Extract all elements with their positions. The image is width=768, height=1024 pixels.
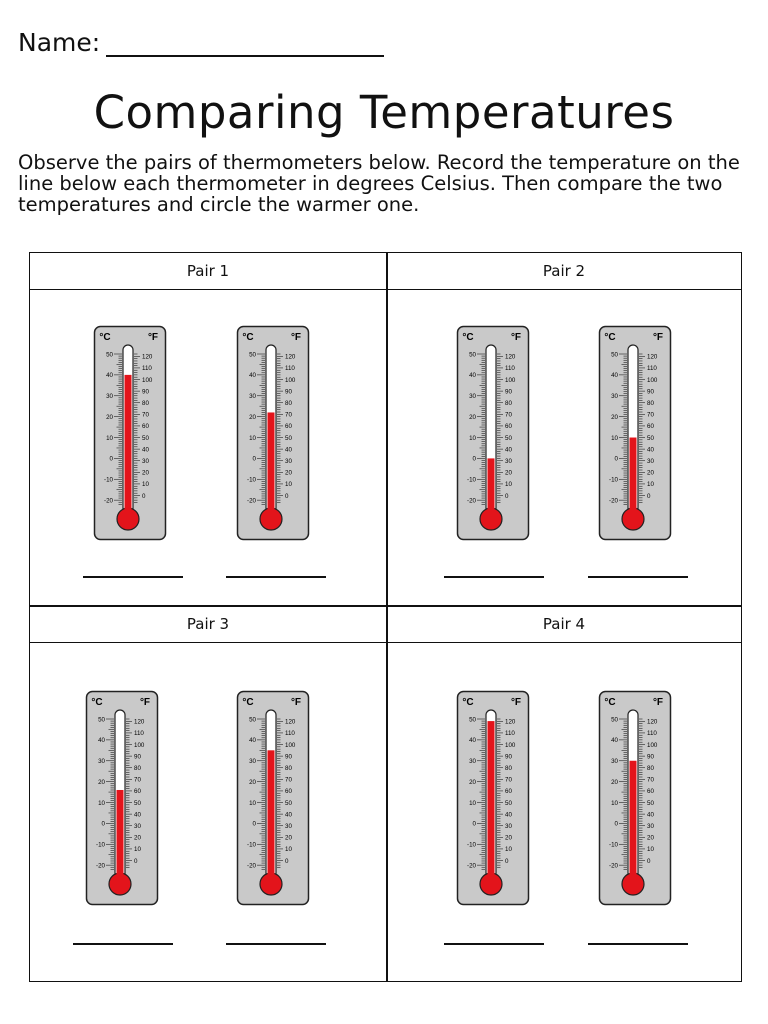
fahrenheit-tick-label: 110 — [505, 365, 515, 373]
thermometer — [598, 690, 672, 906]
fahrenheit-tick-label: 0 — [647, 857, 651, 865]
fahrenheit-tick-label: 60 — [142, 423, 149, 431]
answer-line[interactable] — [444, 943, 544, 945]
celsius-tick-label: 0 — [101, 820, 105, 828]
fahrenheit-tick-label: 90 — [285, 753, 292, 761]
fahrenheit-tick-label: 70 — [134, 776, 141, 784]
fahrenheit-tick-label: 0 — [285, 492, 289, 500]
celsius-tick-label: -20 — [609, 862, 618, 870]
fahrenheit-tick-label: 0 — [285, 857, 289, 865]
fahrenheit-tick-label: 110 — [134, 730, 144, 738]
fahrenheit-tick-label: 50 — [505, 434, 512, 442]
fahrenheit-tick-label: 120 — [647, 718, 658, 726]
celsius-unit-label: °C — [99, 332, 111, 343]
fahrenheit-tick-label: 40 — [647, 811, 654, 819]
celsius-tick-label: 40 — [249, 737, 256, 745]
celsius-tick-label: -10 — [247, 476, 256, 484]
fahrenheit-tick-label: 100 — [505, 376, 516, 384]
celsius-tick-label: 10 — [249, 799, 256, 807]
celsius-tick-label: 20 — [469, 778, 476, 786]
celsius-tick-label: 50 — [249, 716, 256, 724]
fahrenheit-tick-label: 60 — [505, 423, 512, 431]
fahrenheit-tick-label: 10 — [285, 846, 292, 854]
celsius-tick-label: -20 — [96, 862, 105, 870]
fahrenheit-tick-label: 60 — [285, 423, 292, 431]
celsius-tick-label: 0 — [472, 455, 476, 463]
name-field[interactable] — [18, 28, 384, 57]
fahrenheit-tick-label: 30 — [285, 823, 292, 831]
fahrenheit-tick-label: 80 — [505, 765, 512, 773]
celsius-tick-label: 10 — [469, 799, 476, 807]
fahrenheit-tick-label: 10 — [505, 481, 512, 489]
fahrenheit-tick-label: 120 — [134, 718, 145, 726]
fahrenheit-tick-label: 50 — [134, 799, 141, 807]
fahrenheit-tick-label: 120 — [142, 353, 153, 361]
celsius-tick-label: 40 — [611, 737, 618, 745]
fahrenheit-tick-label: 50 — [142, 434, 149, 442]
fahrenheit-tick-label: 90 — [505, 388, 512, 396]
fahrenheit-tick-label: 20 — [285, 469, 292, 477]
fahrenheit-tick-label: 50 — [647, 434, 654, 442]
fahrenheit-tick-label: 110 — [505, 730, 515, 738]
fahrenheit-tick-label: 80 — [142, 400, 149, 408]
fahrenheit-tick-label: 30 — [647, 458, 654, 466]
fahrenheit-unit-label: °F — [510, 332, 522, 343]
fahrenheit-tick-label: 80 — [647, 765, 654, 773]
fahrenheit-tick-label: 60 — [505, 788, 512, 796]
celsius-unit-label: °C — [242, 697, 254, 708]
celsius-tick-label: 20 — [611, 778, 618, 786]
celsius-unit-label: °C — [462, 332, 474, 343]
pair-4-panel — [387, 643, 741, 981]
pair-1-panel — [30, 290, 386, 605]
fahrenheit-tick-label: 110 — [285, 730, 295, 738]
thermometer — [236, 690, 310, 906]
fahrenheit-tick-label: 20 — [505, 469, 512, 477]
fahrenheit-tick-label: 0 — [505, 857, 509, 865]
fahrenheit-tick-label: 110 — [647, 365, 657, 373]
fahrenheit-tick-label: 70 — [505, 776, 512, 784]
celsius-tick-label: 40 — [469, 737, 476, 745]
fahrenheit-tick-label: 10 — [647, 846, 654, 854]
celsius-unit-label: °C — [242, 332, 254, 343]
celsius-tick-label: -10 — [609, 476, 618, 484]
fahrenheit-tick-label: 80 — [134, 765, 141, 773]
fahrenheit-tick-label: 10 — [647, 481, 654, 489]
fahrenheit-tick-label: 90 — [285, 388, 292, 396]
celsius-tick-label: 20 — [469, 413, 476, 421]
fahrenheit-tick-label: 10 — [142, 481, 149, 489]
celsius-tick-label: 50 — [249, 351, 256, 359]
celsius-tick-label: 50 — [98, 716, 105, 724]
fahrenheit-tick-label: 110 — [142, 365, 152, 373]
pair-label: Pair 4 — [542, 615, 586, 633]
celsius-tick-label: 10 — [249, 434, 256, 442]
fahrenheit-tick-label: 100 — [142, 376, 153, 384]
fahrenheit-tick-label: 100 — [285, 741, 296, 749]
fahrenheit-tick-label: 20 — [134, 834, 141, 842]
fahrenheit-tick-label: 40 — [505, 446, 512, 454]
pair-1-header — [30, 253, 386, 290]
celsius-tick-label: -20 — [467, 497, 476, 505]
celsius-tick-label: -20 — [247, 497, 256, 505]
worksheet-title: Comparing Temperatures — [93, 86, 675, 139]
pair-2-header — [387, 253, 741, 290]
bulb-neck — [125, 503, 132, 515]
thermometer — [456, 325, 530, 541]
answer-line[interactable] — [226, 943, 326, 945]
fahrenheit-tick-label: 40 — [285, 446, 292, 454]
pair-3-panel — [30, 643, 386, 981]
pair-3-header — [30, 606, 386, 643]
fahrenheit-tick-label: 10 — [285, 481, 292, 489]
fahrenheit-tick-label: 60 — [647, 423, 654, 431]
fahrenheit-tick-label: 10 — [134, 846, 141, 854]
pair-2-panel — [387, 290, 741, 605]
celsius-tick-label: 10 — [98, 799, 105, 807]
celsius-tick-label: 30 — [98, 758, 105, 766]
celsius-tick-label: 10 — [611, 799, 618, 807]
fahrenheit-tick-label: 40 — [142, 446, 149, 454]
thermometer — [93, 325, 167, 541]
fahrenheit-tick-label: 90 — [647, 388, 654, 396]
fahrenheit-tick-label: 20 — [647, 834, 654, 842]
fahrenheit-tick-label: 0 — [134, 857, 138, 865]
fahrenheit-tick-label: 50 — [285, 434, 292, 442]
fahrenheit-tick-label: 70 — [142, 411, 149, 419]
fahrenheit-tick-label: 30 — [285, 458, 292, 466]
fahrenheit-tick-label: 40 — [505, 811, 512, 819]
celsius-tick-label: 30 — [611, 758, 618, 766]
answer-line[interactable] — [588, 576, 688, 578]
bulb-neck — [488, 868, 495, 880]
celsius-tick-label: 20 — [106, 413, 113, 421]
fahrenheit-tick-label: 100 — [647, 741, 658, 749]
celsius-tick-label: 30 — [611, 393, 618, 401]
celsius-tick-label: -10 — [104, 476, 113, 484]
fahrenheit-unit-label: °F — [652, 697, 664, 708]
fahrenheit-tick-label: 100 — [134, 741, 145, 749]
bulb-neck — [630, 868, 637, 880]
celsius-tick-label: 20 — [249, 778, 256, 786]
celsius-tick-label: 50 — [611, 716, 618, 724]
celsius-tick-label: 30 — [106, 393, 113, 401]
mercury-column — [630, 761, 637, 882]
thermometer-grid — [29, 252, 742, 982]
celsius-tick-label: 40 — [249, 372, 256, 380]
fahrenheit-unit-label: °F — [290, 332, 302, 343]
fahrenheit-tick-label: 20 — [142, 469, 149, 477]
celsius-tick-label: 50 — [469, 716, 476, 724]
fahrenheit-tick-label: 120 — [505, 353, 516, 361]
celsius-tick-label: 30 — [469, 393, 476, 401]
fahrenheit-tick-label: 50 — [285, 799, 292, 807]
instructions-text: Observe the pairs of thermometers below. Record the temperature on the line below each thermometer in degrees Celsius. Then compare the two temperatures and circle the warmer one. — [18, 151, 740, 216]
fahrenheit-tick-label: 30 — [134, 823, 141, 831]
celsius-tick-label: 0 — [252, 455, 256, 463]
celsius-tick-label: 30 — [249, 758, 256, 766]
name-label: Name: — [18, 28, 101, 57]
fahrenheit-tick-label: 110 — [285, 365, 295, 373]
fahrenheit-tick-label: 90 — [142, 388, 149, 396]
fahrenheit-tick-label: 100 — [505, 741, 516, 749]
celsius-tick-label: 50 — [469, 351, 476, 359]
celsius-tick-label: 50 — [611, 351, 618, 359]
bulb-neck — [488, 503, 495, 515]
pair-label: Pair 1 — [186, 262, 230, 280]
fahrenheit-tick-label: 40 — [647, 446, 654, 454]
name-blank-line[interactable] — [106, 31, 384, 57]
fahrenheit-tick-label: 80 — [647, 400, 654, 408]
celsius-tick-label: 40 — [106, 372, 113, 380]
celsius-tick-label: 0 — [472, 820, 476, 828]
fahrenheit-tick-label: 90 — [134, 753, 141, 761]
celsius-tick-label: 0 — [614, 455, 618, 463]
celsius-tick-label: -10 — [467, 476, 476, 484]
pair-4-header — [387, 606, 741, 643]
bulb-neck — [630, 503, 637, 515]
fahrenheit-tick-label: 30 — [142, 458, 149, 466]
fahrenheit-tick-label: 70 — [505, 411, 512, 419]
fahrenheit-tick-label: 30 — [505, 823, 512, 831]
thermometer — [598, 325, 672, 541]
thermometer — [85, 690, 159, 906]
fahrenheit-tick-label: 120 — [647, 353, 658, 361]
fahrenheit-unit-label: °F — [139, 697, 151, 708]
celsius-tick-label: 30 — [469, 758, 476, 766]
fahrenheit-tick-label: 10 — [505, 846, 512, 854]
celsius-tick-label: 0 — [252, 820, 256, 828]
answer-line[interactable] — [444, 576, 544, 578]
fahrenheit-tick-label: 80 — [505, 400, 512, 408]
fahrenheit-tick-label: 50 — [647, 799, 654, 807]
celsius-tick-label: -20 — [467, 862, 476, 870]
fahrenheit-tick-label: 60 — [285, 788, 292, 796]
fahrenheit-tick-label: 0 — [505, 492, 509, 500]
fahrenheit-tick-label: 0 — [647, 492, 651, 500]
mercury-column — [268, 750, 275, 882]
celsius-tick-label: 10 — [469, 434, 476, 442]
fahrenheit-unit-label: °F — [290, 697, 302, 708]
celsius-tick-label: 0 — [109, 455, 113, 463]
pair-label: Pair 2 — [542, 262, 586, 280]
celsius-tick-label: 20 — [611, 413, 618, 421]
fahrenheit-tick-label: 60 — [134, 788, 141, 796]
fahrenheit-tick-label: 80 — [285, 400, 292, 408]
bulb-neck — [117, 868, 124, 880]
bulb-neck — [268, 868, 275, 880]
celsius-tick-label: -10 — [96, 841, 105, 849]
fahrenheit-tick-label: 120 — [285, 718, 296, 726]
thermometer — [236, 325, 310, 541]
fahrenheit-tick-label: 110 — [647, 730, 657, 738]
fahrenheit-tick-label: 30 — [647, 823, 654, 831]
fahrenheit-unit-label: °F — [147, 332, 159, 343]
celsius-tick-label: -10 — [247, 841, 256, 849]
answer-line[interactable] — [588, 943, 688, 945]
celsius-tick-label: -20 — [609, 497, 618, 505]
bulb-neck — [268, 503, 275, 515]
fahrenheit-tick-label: 20 — [647, 469, 654, 477]
fahrenheit-tick-label: 20 — [285, 834, 292, 842]
fahrenheit-unit-label: °F — [510, 697, 522, 708]
celsius-tick-label: -20 — [104, 497, 113, 505]
celsius-unit-label: °C — [604, 332, 616, 343]
fahrenheit-tick-label: 90 — [647, 753, 654, 761]
fahrenheit-tick-label: 30 — [505, 458, 512, 466]
mercury-column — [488, 721, 495, 882]
thermometer — [456, 690, 530, 906]
celsius-tick-label: 40 — [469, 372, 476, 380]
pair-label: Pair 3 — [186, 615, 230, 633]
celsius-unit-label: °C — [462, 697, 474, 708]
celsius-tick-label: 30 — [249, 393, 256, 401]
fahrenheit-tick-label: 100 — [647, 376, 658, 384]
fahrenheit-tick-label: 20 — [505, 834, 512, 842]
mercury-column — [125, 375, 132, 517]
celsius-tick-label: 0 — [614, 820, 618, 828]
fahrenheit-tick-label: 100 — [285, 376, 296, 384]
fahrenheit-tick-label: 70 — [647, 411, 654, 419]
mercury-column — [268, 412, 275, 517]
fahrenheit-tick-label: 120 — [285, 353, 296, 361]
fahrenheit-tick-label: 40 — [285, 811, 292, 819]
fahrenheit-tick-label: 80 — [285, 765, 292, 773]
celsius-tick-label: 40 — [98, 737, 105, 745]
celsius-tick-label: -20 — [247, 862, 256, 870]
fahrenheit-tick-label: 70 — [285, 776, 292, 784]
celsius-tick-label: 10 — [106, 434, 113, 442]
fahrenheit-tick-label: 90 — [505, 753, 512, 761]
fahrenheit-tick-label: 40 — [134, 811, 141, 819]
answer-line[interactable] — [83, 576, 183, 578]
fahrenheit-tick-label: 70 — [647, 776, 654, 784]
celsius-unit-label: °C — [91, 697, 103, 708]
celsius-tick-label: -10 — [467, 841, 476, 849]
celsius-tick-label: -10 — [609, 841, 618, 849]
fahrenheit-tick-label: 50 — [505, 799, 512, 807]
fahrenheit-tick-label: 60 — [647, 788, 654, 796]
fahrenheit-unit-label: °F — [652, 332, 664, 343]
answer-line[interactable] — [73, 943, 173, 945]
celsius-tick-label: 20 — [98, 778, 105, 786]
fahrenheit-tick-label: 120 — [505, 718, 516, 726]
celsius-tick-label: 20 — [249, 413, 256, 421]
celsius-tick-label: 40 — [611, 372, 618, 380]
celsius-tick-label: 10 — [611, 434, 618, 442]
fahrenheit-tick-label: 70 — [285, 411, 292, 419]
fahrenheit-tick-label: 0 — [142, 492, 146, 500]
answer-line[interactable] — [226, 576, 326, 578]
celsius-tick-label: 50 — [106, 351, 113, 359]
celsius-unit-label: °C — [604, 697, 616, 708]
